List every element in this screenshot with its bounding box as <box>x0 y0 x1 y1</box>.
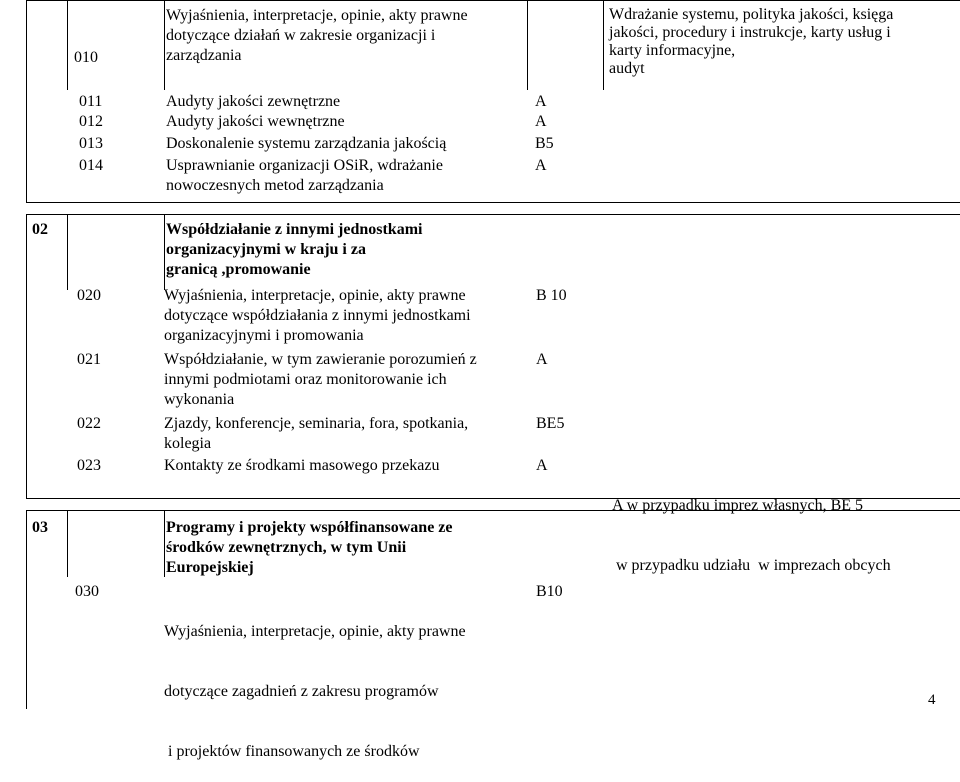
row-code: 014 <box>79 157 103 174</box>
rule <box>26 202 960 203</box>
row-description: Audyty jakości wewnętrzne <box>166 113 345 130</box>
row-code: 022 <box>77 415 101 432</box>
row-description: Kontakty ze środkami masowego przekazu <box>164 457 440 474</box>
rule <box>26 510 27 709</box>
rule <box>527 0 528 90</box>
row-notes: A w przypadku imprez własnych, BE 5 w przypadku udziału w imprezach obcych <box>612 497 891 574</box>
row-code: 021 <box>77 351 101 368</box>
rule <box>164 510 165 577</box>
row-description: Zjazdy, konferencje, seminaria, fora, spotkania, kolegia <box>164 415 469 452</box>
row-category: A <box>535 157 547 174</box>
row-description: Współdziałanie, w tym zawieranie porozumień z innymi podmiotami oraz monitorowanie ich wykonania <box>164 351 477 408</box>
group-code-03: 03 <box>32 519 48 536</box>
row-code: 020 <box>77 287 101 304</box>
code-010: 010 <box>74 49 98 66</box>
row-category: BE5 <box>536 415 565 432</box>
row-category: A <box>535 93 547 110</box>
rule <box>26 0 27 203</box>
notes-010: Wdrażanie systemu, polityka jakości, księga jakości, procedury i instrukcje, karty usług i karty informacyjne, audyt <box>609 6 894 77</box>
row-category: A <box>535 113 547 130</box>
rule <box>26 0 960 1</box>
row-code: 012 <box>79 113 103 130</box>
row-category: B 10 <box>536 287 567 304</box>
row-category: A <box>536 351 548 368</box>
rule <box>164 0 165 90</box>
row-description: Wyjaśnienia, interpretacje, opinie, akty prawne dotyczące współdziałania z innymi jednostkami organizacyjnymi i promowania <box>164 287 471 344</box>
row-description: Doskonalenie systemu zarządzania jakością <box>166 135 447 152</box>
rule <box>67 214 68 290</box>
row-category: A <box>536 457 548 474</box>
page-number: 4 <box>928 692 936 708</box>
row-category: B10 <box>536 583 563 600</box>
group-code-02: 02 <box>32 221 48 238</box>
row-code: 013 <box>79 135 103 152</box>
row-description: Audyty jakości zewnętrzne <box>166 93 341 110</box>
rule <box>26 214 960 215</box>
description-010: Wyjaśnienia, interpretacje, opinie, akty prawne dotyczące działań w zakresie organizacji i zarządzania <box>166 7 468 64</box>
rule <box>164 214 165 290</box>
row-description: Wyjaśnienia, interpretacje, opinie, akty prawne dotyczące zagadnień z zakresu programów i projektów finansowanych ze środków <box>164 623 466 760</box>
row-code: 023 <box>77 457 101 474</box>
group-title-03: Programy i projekty współfinansowane ze środków zewnętrznych, w tym Unii Europejskiej <box>166 519 453 576</box>
row-description: Usprawnianie organizacji OSiR, wdrażanie nowoczesnych metod zarządzania <box>166 157 443 194</box>
row-code: 011 <box>79 93 103 110</box>
rule <box>67 510 68 577</box>
rule <box>603 0 604 90</box>
group-title-02: Współdziałanie z innymi jednostkami organizacyjnymi w kraju i za granicą ,promowanie <box>166 221 423 278</box>
row-code: 030 <box>75 583 99 600</box>
rule <box>67 0 68 90</box>
rule <box>26 214 27 499</box>
row-category: B5 <box>535 135 554 152</box>
